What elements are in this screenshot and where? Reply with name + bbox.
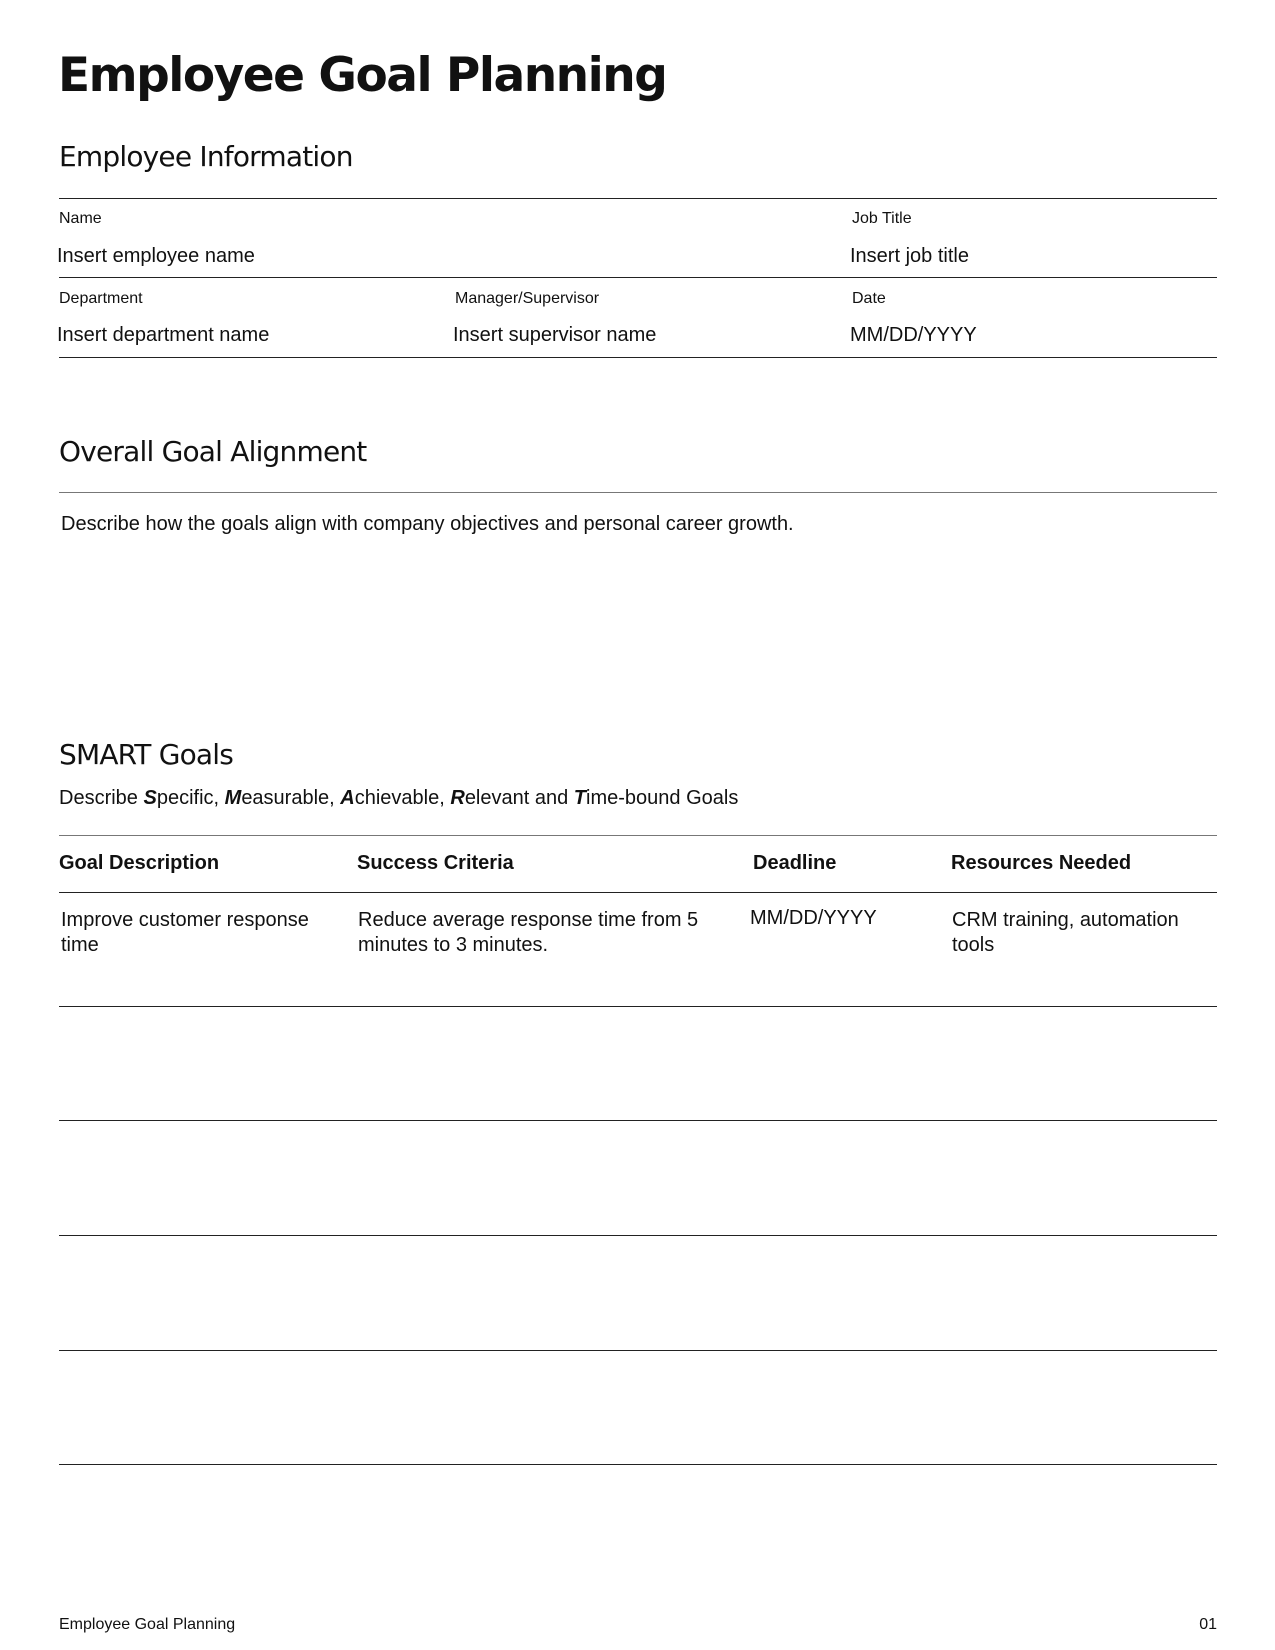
column-header-deadline: Deadline [753, 852, 837, 874]
divider [59, 357, 1217, 358]
goal-description-cell[interactable]: Improve customer response time [61, 909, 309, 956]
subtitle-text: easurable, [241, 787, 341, 809]
smart-subtitle [59, 787, 738, 810]
divider [59, 198, 1217, 199]
column-header-goal: Goal Description [59, 852, 220, 874]
table-row-divider [59, 1350, 1217, 1351]
footer-title: Employee Goal Planning [59, 1616, 236, 1633]
department-label: Department [59, 290, 143, 307]
subtitle-text: Describe [59, 787, 144, 809]
subtitle-text: elevant and [464, 787, 574, 809]
alignment-heading: Overall Goal Alignment [59, 435, 367, 468]
column-header-criteria: Success Criteria [357, 852, 514, 874]
employee-info-heading: Employee Information [59, 140, 353, 173]
name-field[interactable]: Insert employee name [57, 245, 255, 267]
divider [59, 892, 1217, 893]
subtitle-letter: T [573, 787, 587, 809]
name-label: Name [59, 210, 102, 227]
job-title-label: Job Title [852, 210, 912, 227]
success-criteria-cell[interactable]: Reduce average response time from 5 minutes to 3 minutes. [358, 909, 699, 956]
table-top-border [59, 835, 1217, 836]
table-row-divider [59, 1464, 1217, 1465]
subtitle-letter: M [224, 787, 242, 809]
department-field[interactable]: Insert department name [57, 324, 270, 346]
divider [59, 277, 1217, 278]
alignment-text[interactable]: Describe how the goals align with company objectives and personal career growth. [61, 513, 794, 535]
manager-label: Manager/Supervisor [455, 290, 600, 307]
resources-cell[interactable]: CRM training, automation tools [952, 909, 1179, 956]
page-title: Employee Goal Planning [58, 48, 667, 103]
subtitle-text: chievable, [354, 787, 451, 809]
subtitle-text: pecific, [156, 787, 225, 809]
table-row-divider [59, 1006, 1217, 1007]
page-number: 01 [1199, 1616, 1217, 1633]
divider [59, 492, 1217, 493]
subtitle-letter: A [340, 787, 355, 809]
table-row-divider [59, 1120, 1217, 1121]
subtitle-text: ime-bound Goals [586, 787, 739, 809]
job-title-field[interactable]: Insert job title [850, 245, 969, 267]
table-row-divider [59, 1235, 1217, 1236]
smart-heading: SMART Goals [59, 738, 234, 771]
subtitle-letter: R [450, 787, 465, 809]
date-label: Date [852, 290, 886, 307]
date-field[interactable]: MM/DD/YYYY [850, 324, 977, 346]
subtitle-letter: S [143, 787, 157, 809]
column-header-resources: Resources Needed [951, 852, 1132, 874]
deadline-cell[interactable]: MM/DD/YYYY [750, 907, 877, 929]
manager-field[interactable]: Insert supervisor name [453, 324, 657, 346]
